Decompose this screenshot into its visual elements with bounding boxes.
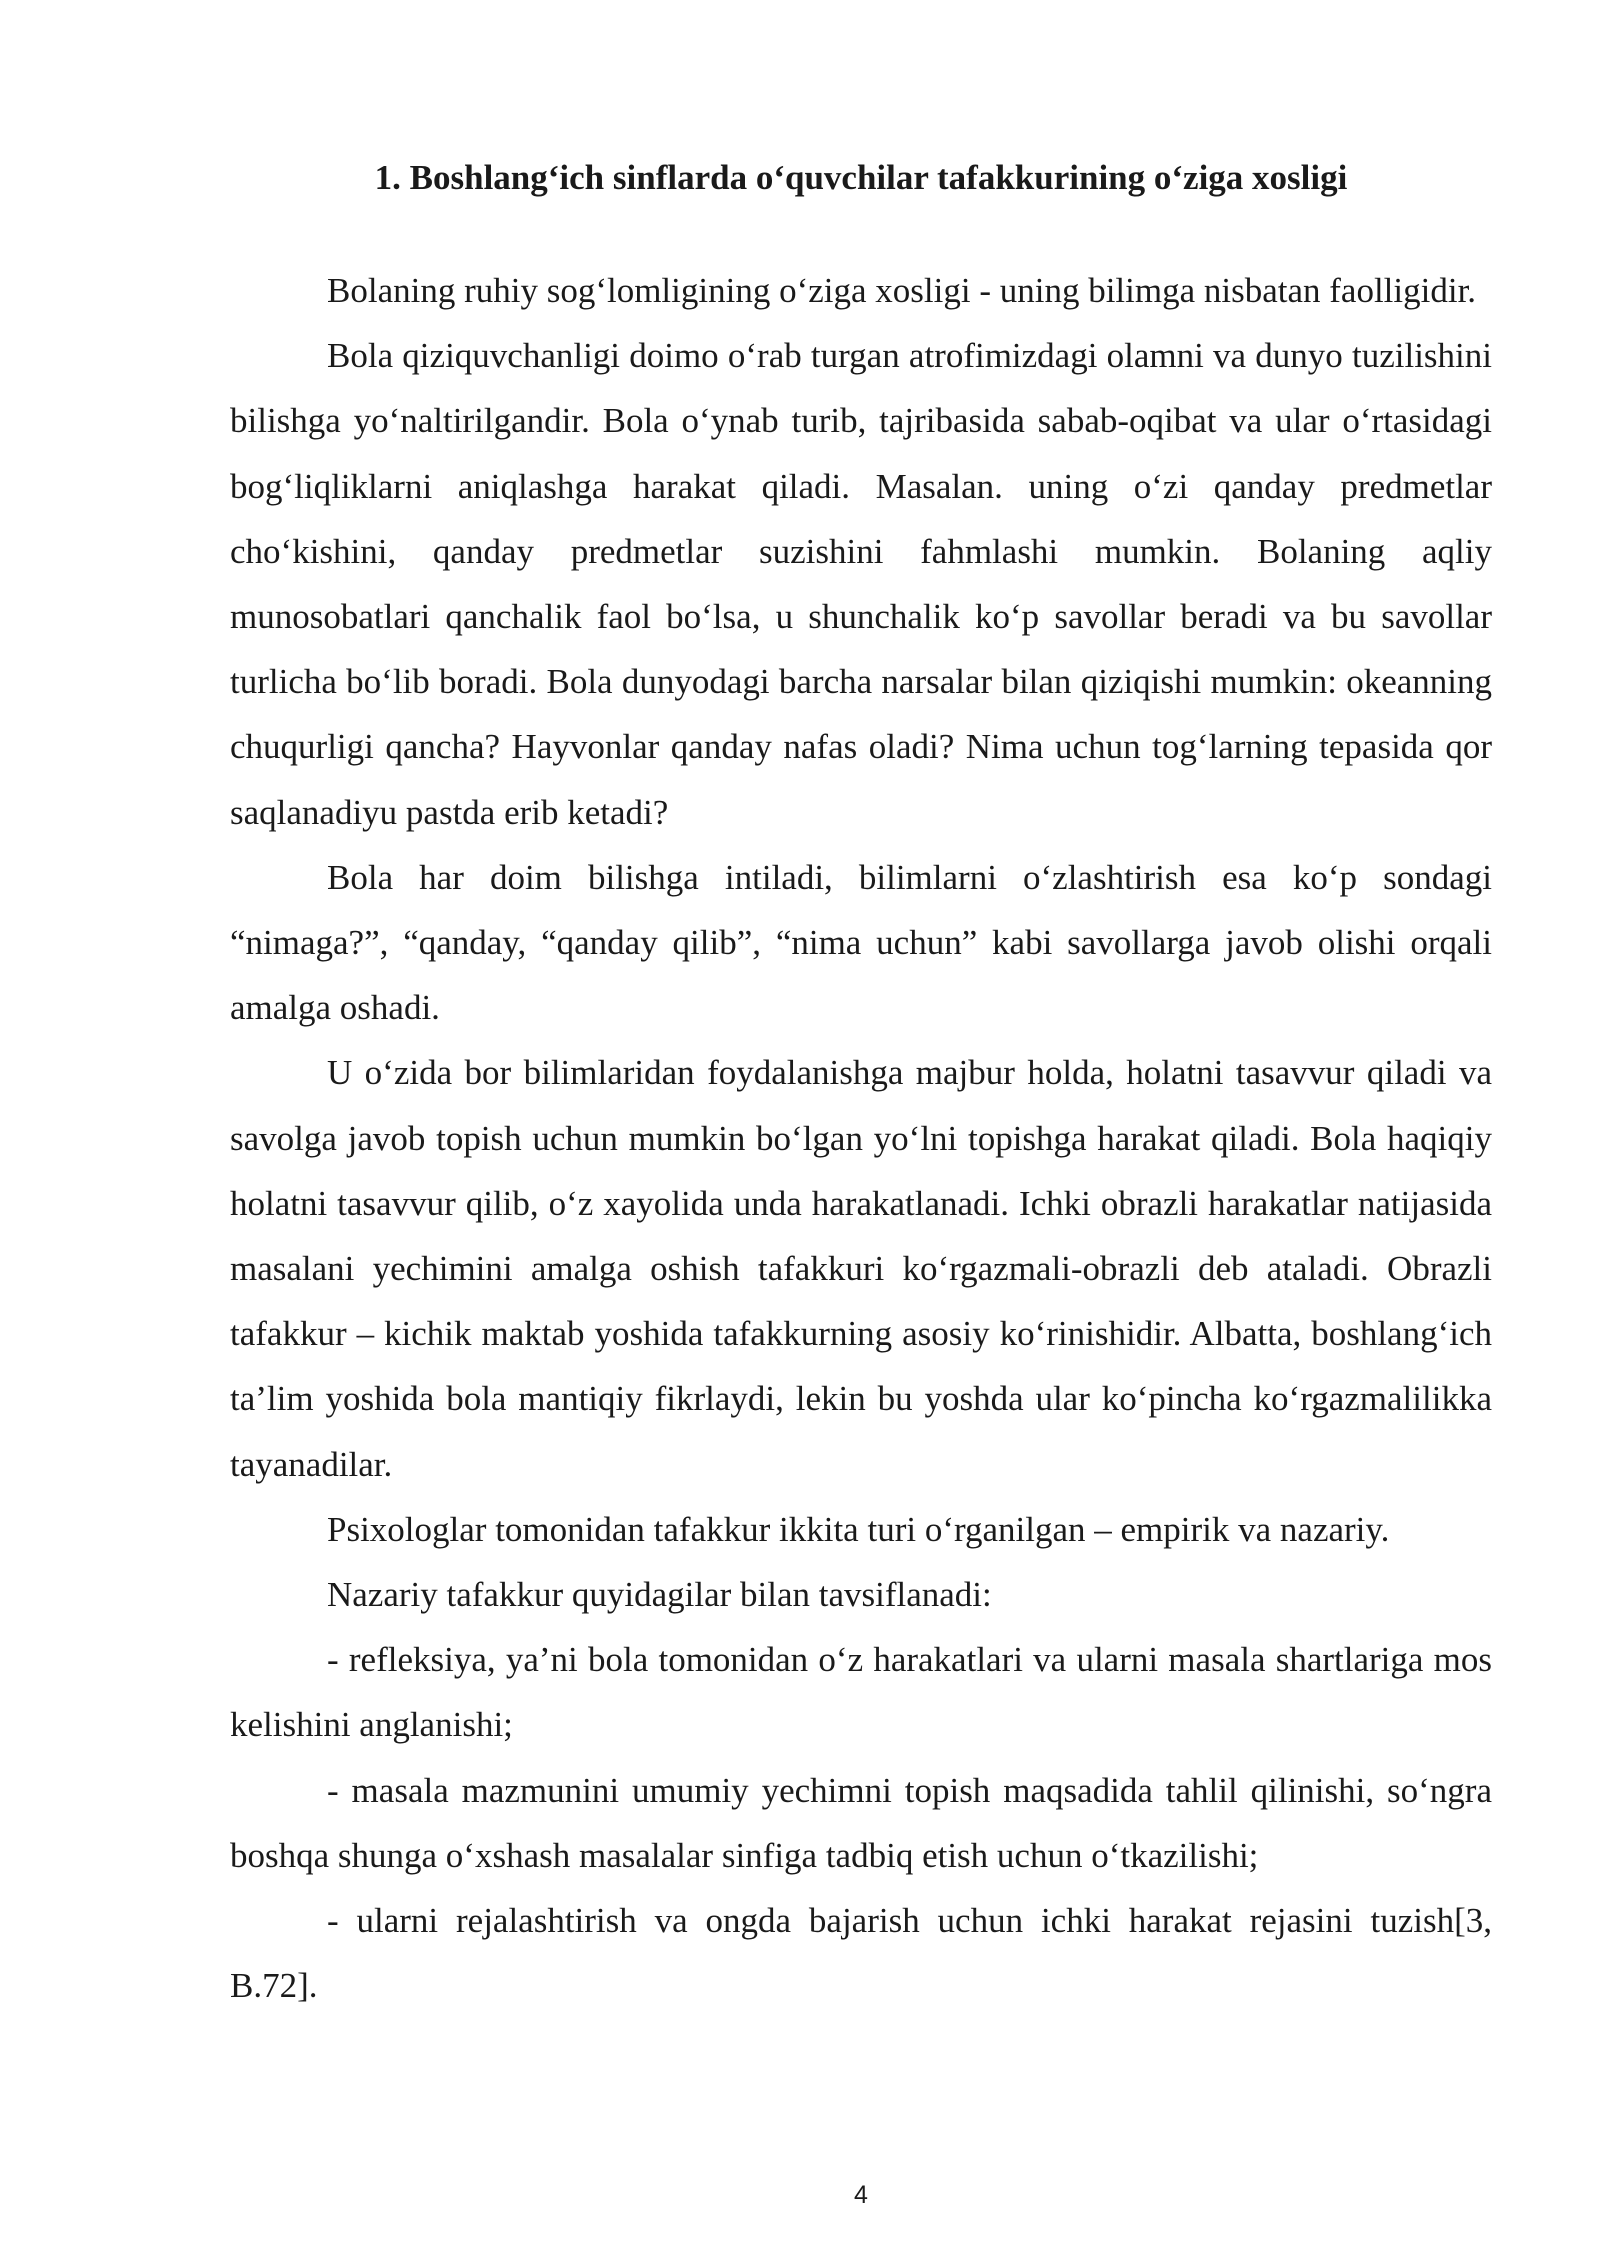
paragraph: Nazariy tafakkur quyidagilar bilan tavsiflanadi:: [327, 1575, 992, 1615]
list-item: - masala mazmunini umumiy yechimni topish maqsadida tahlil qilinishi, so‘ngra boshqa shunga o‘xshash masalalar sinfiga tadbiq etish uchun o‘tkazilishi;: [230, 1770, 1492, 1875]
page-number: 4: [854, 2181, 868, 2209]
body-text: [230, 258, 1492, 2018]
paragraph: U o‘zida bor bilimlaridan foydalanishga majbur holda, holatni tasavvur qiladi va savolga javob topish uchun mumkin bo‘lgan yo‘lni topishga harakat qiladi. Bola haqiqiy holatni tasavvur qilib, o‘z xayolida unda harakatlanadi. Ichki obrazli harakatlar natijasida masalani yechimini amalga oshish tafakkuri ko‘rgazmali-obrazli deb ataladi. Obrazli tafakkur – kichik maktab yoshida tafakkurning asosiy ko‘rinishidir. Albatta, boshlang‘ich ta’lim yoshida bola mantiqiy fikrlaydi, lekin bu yoshda ular ko‘pincha ko‘rgazmalilikka tayanadilar.: [230, 1053, 1492, 1484]
paragraph: Bolaning ruhiy sog‘lomligining o‘ziga xosligi - uning bilimga nisbatan faolligidir.: [327, 271, 1477, 310]
paragraph: Bola har doim bilishga intiladi, bilimlarni o‘zlashtirish esa ko‘p sondagi “nimaga?”, “qanday, “qanday qilib”, “nima uchun” kabi savollarga javob olishi orqali amalga oshadi.: [230, 857, 1492, 1028]
list-item: - ularni rejalashtirish va ongda bajarish uchun ichki harakat rejasini tuzish[3, B.72].: [230, 1901, 1492, 2006]
section-heading: 1. Boshlang‘ich sinflarda o‘quvchilar tafakkurining o‘ziga xosligi: [374, 158, 1348, 197]
paragraph: Bola qiziquvchanligi doimo o‘rab turgan atrofimizdagi olamni va dunyo tuzilishini bilishga yo‘naltirilgandir. Bola o‘ynab turib, tajribasida sabab-oqibat va ular o‘rtasidagi bog‘liqliklarni aniqlashga harakat qiladi. Masalan. uning o‘zi qanday predmetlar cho‘kishini, qanday predmetlar suzishini fahmlashi mumkin. Bolaning aqliy munosobatlari qanchalik faol bo‘lsa, u shunchalik ko‘p savollar beradi va bu savollar turlicha bo‘lib boradi. Bola dunyodagi barcha narsalar bilan qiziqishi mumkin: okeanning chuqurligi qancha? Hayvonlar qanday nafas oladi? Nima uchun tog‘larning tepasida qor saqlanadiyu pastda erib ketadi?: [230, 336, 1492, 832]
paragraph: Psixologlar tomonidan tafakkur ikkita turi o‘rganilgan – empirik va nazariy.: [327, 1509, 1390, 1549]
list-item: - refleksiya, ya’ni bola tomonidan o‘z harakatlari va ularni masala shartlariga mos kelishini anglanishi;: [230, 1640, 1492, 1745]
document-page: [230, 0, 1492, 2262]
